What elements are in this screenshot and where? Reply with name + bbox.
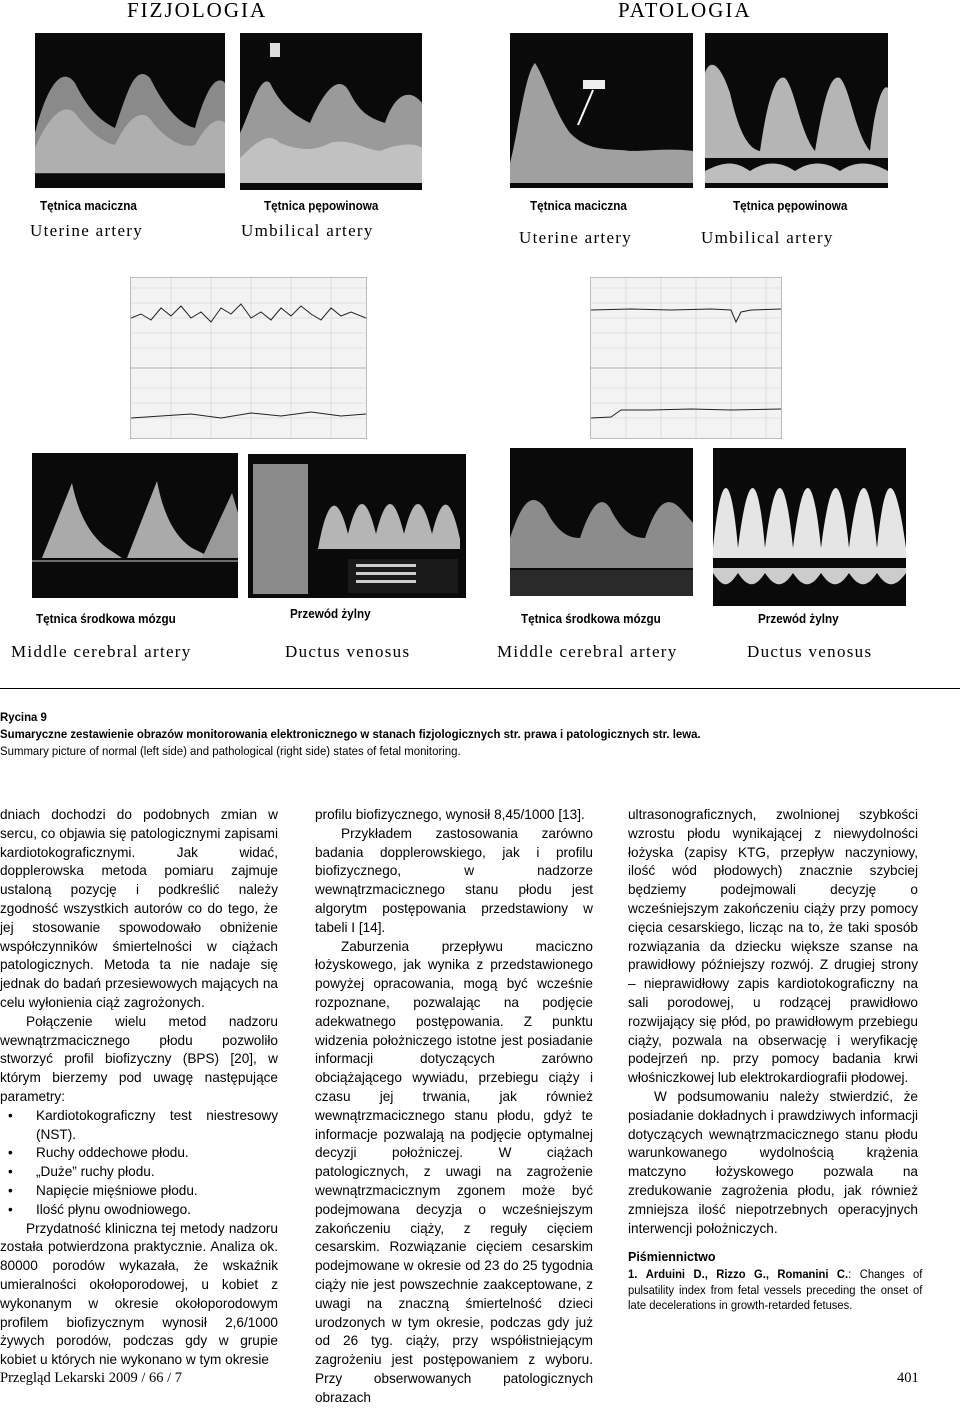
label-uterine-pl-pathology: Tętnica maciczna bbox=[530, 198, 627, 213]
reference-number: 1. bbox=[628, 1267, 638, 1282]
figure-caption-pl: Sumaryczne zestawienie obrazów monitorowania elektronicznego w stanach fizjologicznych str. prawa i patologicznych str. lewa. bbox=[0, 727, 701, 741]
label-dv-en-pathology: Ductus venosus bbox=[747, 642, 873, 661]
label-uterine-en-normal: Uterine artery bbox=[30, 221, 144, 240]
label-mca-en-normal: Middle cerebral artery bbox=[11, 642, 192, 661]
label-uterine-en-pathology: Uterine artery bbox=[519, 228, 633, 247]
caption-divider bbox=[0, 688, 960, 689]
doppler-mca-normal bbox=[32, 453, 238, 598]
label-mca-pl-normal: Tętnica środkowa mózgu bbox=[36, 611, 176, 626]
doppler-umbilical-normal bbox=[240, 33, 422, 190]
label-dv-pl-pathology: Przewód żylny bbox=[758, 611, 839, 626]
paragraph: ultrasonograficznych, zwolnionej szybkości wzrostu płodu wynikającej z niewydolności łożyska (zapisy KTG, przepływ naczyniowy, ilość wód płodowych) znacznie szybciej będziemy podejmowali decyzję o wcześniejszym zakończeniu ciąży przy pomocy cięcia cesarskiego, licząc na to, że taki sposób rozwiązania da dziecku większe szanse na prawidłowy późniejszy rozwój. Z drugiej strony – nieprawidłowy zapis kardiotokograficzny na sali porodowej, u rodzącej prawidłowo rozwijający się płód, po prawidłowym przebiegu ciąży, pozwala na obserwację i weryfikację podejrzeń np. przy pomocy badania krwi włośniczkowej lub elektrokardiografii płodowej. bbox=[628, 807, 918, 1086]
paragraph: W podsumowaniu należy stwierdzić, że posiadanie dokładnych i prawdziwych informacji dotyczących wewnątrzmacicznego stanu płodu warunkowanego wydolnością krążenia matczyno łożyskowego pozwala na zredukowanie zagrożenia płodu, jak również zmniejsza ilość niepotrzebnych operacyjnych interwencji położniczych. bbox=[628, 1088, 918, 1236]
label-uterine-pl-normal: Tętnica maciczna bbox=[40, 198, 137, 213]
label-umbilical-en-normal: Umbilical artery bbox=[241, 221, 374, 240]
page-number: 401 bbox=[897, 1370, 919, 1386]
parameter-list bbox=[0, 1107, 278, 1220]
list-item: • Kardiotokograficzny test niestresowy (NST). bbox=[0, 1107, 278, 1145]
reference-item bbox=[628, 1267, 922, 1314]
paragraph: Przykładem zastosowania zarówno badania dopplerowskiego, jak i profilu biofizycznego, w nadzorze wewnątrzmacicznego stanu płodu jest algorytm postępowania przedstawiony w tabeli I [14]. bbox=[315, 825, 593, 935]
label-dv-pl-normal: Przewód żylny bbox=[290, 606, 371, 621]
doppler-mca-pathology bbox=[510, 448, 693, 596]
doppler-umbilical-pathology bbox=[705, 33, 888, 188]
ctg-trace-pathology bbox=[590, 277, 782, 439]
label-umbilical-pl-normal: Tętnica pępowinowa bbox=[264, 198, 379, 213]
reference-text: : Changes of pulsatility index from fetal vessels preceding the onset of late decelerations in growth-retarded fetuses. bbox=[628, 1267, 923, 1313]
list-item: • Napięcie mięśniowe płodu. bbox=[0, 1182, 278, 1201]
ctg-trace-normal bbox=[130, 277, 367, 439]
reference-authors: Arduini D., Rizzo G., Romanini C. bbox=[645, 1267, 849, 1282]
paragraph: profilu biofizycznego, wynosił 8,45/1000 [13]. bbox=[315, 807, 585, 822]
paragraph: dniach dochodzi do podobnych zmian w sercu, co objawia się patologicznymi zapisami kardiotokograficznymi. Jak widać, dopplerowska metoda pomiaru zajmuje ustaloną pozycję i podkreślić należy zgodność wszystkich autorów co do tego, że jej stosowanie spowodowało obniżenie współczynników śmiertelności w ciążach patologicznych. Metoda ta nie nadaje się jednak do badań przesiewowych mających na celu wyłonienia ciąż zagrożonych. bbox=[0, 807, 278, 1010]
label-dv-en-normal: Ductus venosus bbox=[285, 642, 411, 661]
label-umbilical-pl-pathology: Tętnica pępowinowa bbox=[733, 198, 848, 213]
figure-caption-en: Summary picture of normal (left side) and pathological (right side) states of fetal monitoring. bbox=[0, 744, 461, 758]
paragraph: Zaburzenia przepływu maciczno łożyskowego, jak wynika z przedstawionego powyżej opracowania, mogą być wcześnie rozpoznane, pozwalając na podjęcie adekwatnego postępowania. Z punktu widzenia położniczego istotne jest posiadanie informacji dotyczących zarówno obciążającego wywiadu, przebiegu ciąży i czasu jej trwania, jak również wewnątrzmacicznego stanu płodu, gdyż te informacje pozwalają na podjęcie optymalnej decyzji położniczej. W ciążach patologicznych, z uwagi na zagrożenie wewnątrzmacicznym zgonem może być podejmowana decyzja o wcześniejszym zakończeniu ciąży, z reguły cięciem cesarskim. Rozwiązanie cięciem cesarskim podejmowane w okresie od 23 do 25 tygodnia ciąży nie jest powszechnie zaakceptowane, z uwagi na znaczną śmiertelność dzieci urodzonych w tym okresie, podczas gdy już od 26 tyg. ciąży, przy współistniejącym zagrożeniu jest postępowaniem z wyboru. Przy obserwowanych patologicznych obrazach bbox=[315, 938, 593, 1405]
text-column-1 bbox=[0, 806, 278, 1370]
header-physiology: FIZJOLOGIA bbox=[127, 0, 268, 22]
doppler-uterine-pathology bbox=[510, 33, 693, 188]
label-umbilical-en-pathology: Umbilical artery bbox=[701, 228, 834, 247]
paragraph: Połączenie wielu metod nadzoru wewnątrzmacicznego płodu pozwoliło stworzyć profil biofizyczny (BPS) [20], w którym bierzemy pod uwagę następujące parametry: bbox=[0, 1013, 278, 1104]
journal-footer: Przegląd Lekarski 2009 / 66 / 7 bbox=[0, 1370, 183, 1386]
list-item: • Ruchy oddechowe płodu. bbox=[0, 1144, 278, 1163]
list-item: • Ilość płynu owodniowego. bbox=[0, 1201, 278, 1220]
label-mca-en-pathology: Middle cerebral artery bbox=[497, 642, 678, 661]
paragraph: Przydatność kliniczna tej metody nadzoru została potwierdzona praktycznie. Analiza ok. 80000 porodów wykazała, że wskaźnik umieralności okołoporodowej, u kobiet z wykonanym w okresie okołoporodowym profilem biofizycznym wynosił 2,6/1000 żywych porodów, podczas gdy w grupie kobiet u których nie wykonano w tym okresie bbox=[0, 1220, 278, 1368]
header-pathology: PATOLOGIA bbox=[618, 0, 752, 22]
doppler-dv-pathology bbox=[713, 448, 906, 606]
label-mca-pl-pathology: Tętnica środkowa mózgu bbox=[521, 611, 661, 626]
list-item: • „Duże” ruchy płodu. bbox=[0, 1163, 278, 1182]
figure-caption-title: Rycina 9 bbox=[0, 710, 47, 724]
doppler-uterine-normal bbox=[35, 33, 225, 188]
text-column-3 bbox=[628, 806, 923, 1314]
doppler-dv-normal bbox=[248, 454, 466, 598]
text-column-2 bbox=[315, 806, 593, 1408]
references-heading: Piśmiennictwo bbox=[628, 1250, 716, 1265]
